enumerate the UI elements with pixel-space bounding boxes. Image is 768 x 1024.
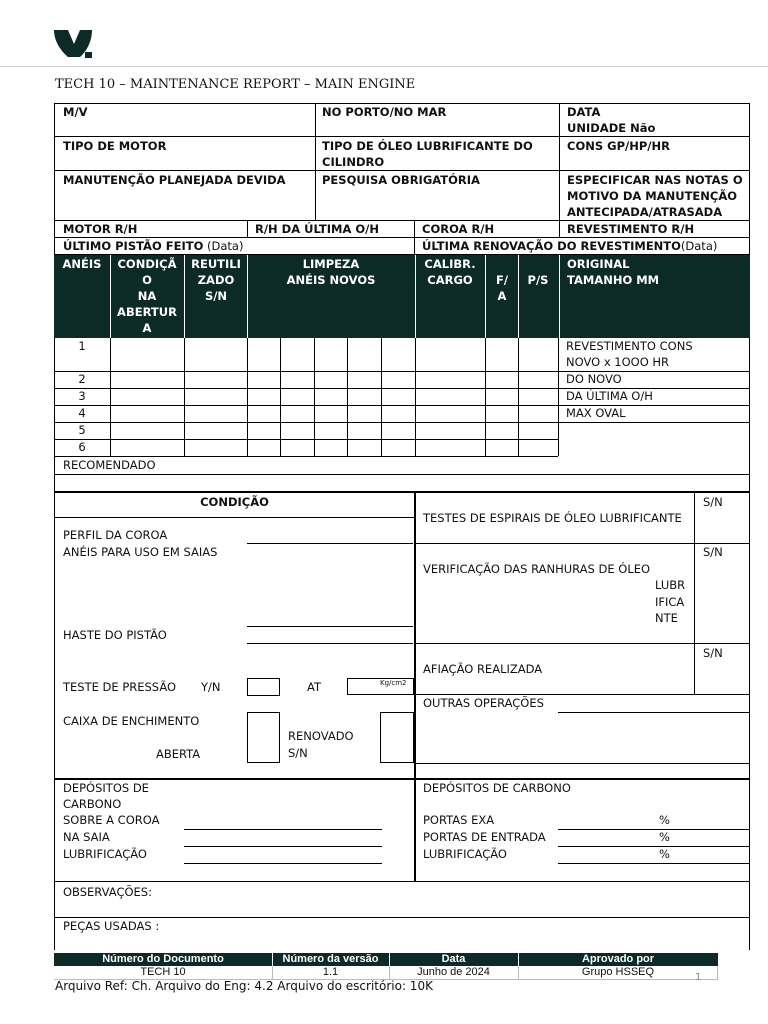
manutencao-label: MANUTENÇÃO PLANEJADA DEVIDA (63, 173, 286, 187)
verificacao-ranhuras-label: VERIFICAÇÃO DAS RANHURAS DE ÓLEO (423, 562, 651, 576)
percent-sign: % (659, 830, 670, 844)
ring-row-number: 4 (78, 406, 86, 420)
fa-header: F/ (495, 273, 509, 287)
outras-operacoes-label: OUTRAS OPERAÇÕES (423, 696, 544, 710)
coroa-rh-label: COROA R/H (422, 222, 495, 236)
footer-version: 1.1 (322, 966, 339, 978)
da-ultima-oh-note: DA ÚLTIMA O/H (566, 389, 653, 403)
footer-doc-number: TECH 10 (140, 966, 186, 978)
ring-row-number: 1 (78, 339, 86, 353)
original-header-2: TAMANHO MM (567, 273, 660, 287)
afiacao-sn: S/N (703, 646, 723, 660)
depositos-left-title-2: CARBONO (63, 797, 122, 811)
depositos-right-title: DEPÓSITOS DE CARBONO (423, 781, 571, 795)
page-number: 1 (695, 972, 702, 983)
depositos-left-title: DEPÓSITOS DE (63, 781, 149, 795)
mv-label: M/V (63, 105, 88, 119)
condicao-header-4: ABERTUR (117, 305, 177, 319)
lubrificante-label: LUBR (655, 578, 686, 592)
tipo-oleo-label-2: CILINDRO (322, 155, 385, 169)
rh-ultima-label: R/H DA ÚLTIMA O/H (255, 222, 379, 236)
max-oval-note: MAX OVAL (566, 406, 626, 420)
percent-sign: % (659, 847, 670, 861)
reutilizado-header-3: S/N (204, 289, 228, 303)
condicao-header: CONDIÇÃ (117, 257, 177, 271)
limpeza-header-2: ANÉIS NOVOS (286, 273, 376, 287)
do-novo-note: DO NOVO (566, 372, 622, 386)
tipo-motor-label: TIPO DE MOTOR (63, 139, 167, 153)
ring-row-number: 6 (78, 440, 86, 454)
especificar-label: ESPECIFICAR NAS NOTAS O (567, 173, 743, 187)
observacoes-label: OBSERVAÇÕES: (63, 885, 152, 899)
caixa-enchimento-label: CAIXA DE ENCHIMENTO (63, 714, 200, 728)
porto-label: NO PORTO/NO MAR (322, 105, 447, 119)
footer-date: Junho de 2024 (417, 966, 490, 978)
ring-row-number: 2 (78, 372, 86, 386)
especificar-label-3: ANTECIPADA/ATRASADA (567, 205, 723, 219)
company-logo (54, 30, 94, 58)
teste-pressao-yn-box[interactable] (247, 678, 280, 696)
footer-header-approved: Aprovado por (581, 953, 655, 965)
revestimento-cons-note-2: NOVO x 1OOO HR (566, 355, 670, 369)
ultimo-pistao-label: ÚLTIMO PISTÃO FEITO (Data) (63, 239, 244, 253)
footer-header-doc-number: Número do Documento (102, 953, 224, 965)
data-label: DATA (567, 105, 601, 119)
reutilizado-header-2: ZADO (197, 273, 235, 287)
condition-right-frame (415, 492, 750, 779)
perfil-coroa-label: PERFIL DA COROA (63, 528, 168, 542)
lubrificante-label-3: NTE (655, 611, 678, 625)
kgcm2-unit: Kg/cm2 (380, 679, 407, 687)
aberta-label: ABERTA (156, 747, 201, 761)
recomendado-label: RECOMENDADO (63, 458, 156, 472)
condicao-header-3: NA (137, 289, 157, 303)
pesquisa-label: PESQUISA OBRIGATÓRIA (322, 173, 480, 187)
arquivo-ref: Arquivo Ref: Ch. Arquivo do Eng: 4.2 Arquivo do escritório: 10K (55, 979, 433, 993)
unidade-label: UNIDADE Não (567, 121, 656, 135)
renovado-label: RENOVADO (288, 729, 354, 743)
footer-header-version: Número da versão (282, 953, 379, 965)
percent-sign: % (659, 813, 670, 827)
report-title: TECH 10 – MAINTENANCE REPORT – MAIN ENGINE (55, 77, 416, 92)
calibr-header-2: CARGO (427, 273, 473, 287)
revestimento-rh-label: REVESTIMENTO R/H (567, 222, 695, 236)
calibr-header: CALIBR. (424, 257, 476, 271)
cons-label: CONS GP/HP/HR (567, 139, 670, 153)
limpeza-header: LIMPEZA (302, 257, 360, 271)
especificar-label-2: MOTIVO DA MANUTENÇÃO (567, 189, 738, 203)
reutilizado-header: REUTILI (191, 257, 241, 271)
afiacao-label: AFIAÇÃO REALIZADA (423, 662, 543, 676)
teste-pressao-yn: Y/N (201, 680, 221, 694)
original-header: ORIGINAL (567, 257, 630, 271)
caixa-aberta-box[interactable] (247, 712, 280, 763)
renovado-box[interactable] (380, 712, 414, 763)
header-rule (0, 66, 768, 67)
footer-header-date: Data (441, 953, 466, 965)
condicao-header-2: O (142, 273, 152, 287)
haste-pistao-label: HASTE DO PISTÃO (63, 628, 167, 642)
pecas-usadas-label: PEÇAS USADAS : (63, 919, 160, 933)
revestimento-cons-note: REVESTIMENTO CONS (566, 339, 693, 353)
lubrificacao-left-label: LUBRIFICAÇÃO (63, 847, 147, 861)
renovado-sn-label: S/N (288, 746, 308, 760)
ultima-renovacao-label: ÚLTIMA RENOVAÇÃO DO REVESTIMENTO(Data) (422, 239, 718, 253)
footer-approved: Grupo HSSEQ (581, 966, 655, 978)
verificacao-sn: S/N (703, 545, 723, 559)
condicao-title: CONDIÇÃO (200, 495, 269, 509)
teste-pressao-label: TESTE DE PRESSÃO (63, 680, 177, 694)
testes-espirais-label: TESTES DE ESPIRAIS DE ÓLEO LUBRIFICANTE (423, 511, 682, 525)
motor-rh-label: MOTOR R/H (63, 222, 138, 236)
testes-espirais-sn: S/N (703, 495, 723, 509)
lubrificacao-right-label: LUBRIFICAÇÃO (423, 847, 507, 861)
portas-exa-label: PORTAS EXA (423, 813, 495, 827)
portas-entrada-label: PORTAS DE ENTRADA (423, 830, 546, 844)
ring-row-number: 5 (78, 423, 86, 437)
condicao-header-5: A (142, 321, 152, 335)
aneis-saias-label: ANÉIS PARA USO EM SAIAS (63, 545, 218, 559)
lubrificante-label-2: IFICA (655, 595, 685, 609)
ring-row-number: 3 (78, 389, 86, 403)
teste-pressao-at: AT (307, 680, 321, 694)
fa-header-2: A (497, 289, 507, 303)
ps-header: P/S (527, 273, 549, 287)
tipo-oleo-label: TIPO DE ÓLEO LUBRIFICANTE DO (322, 139, 533, 153)
sobre-coroa-label: SOBRE A COROA (63, 813, 160, 827)
na-saia-label: NA SAIA (63, 830, 110, 844)
aneis-header: ANÉIS (62, 257, 102, 271)
